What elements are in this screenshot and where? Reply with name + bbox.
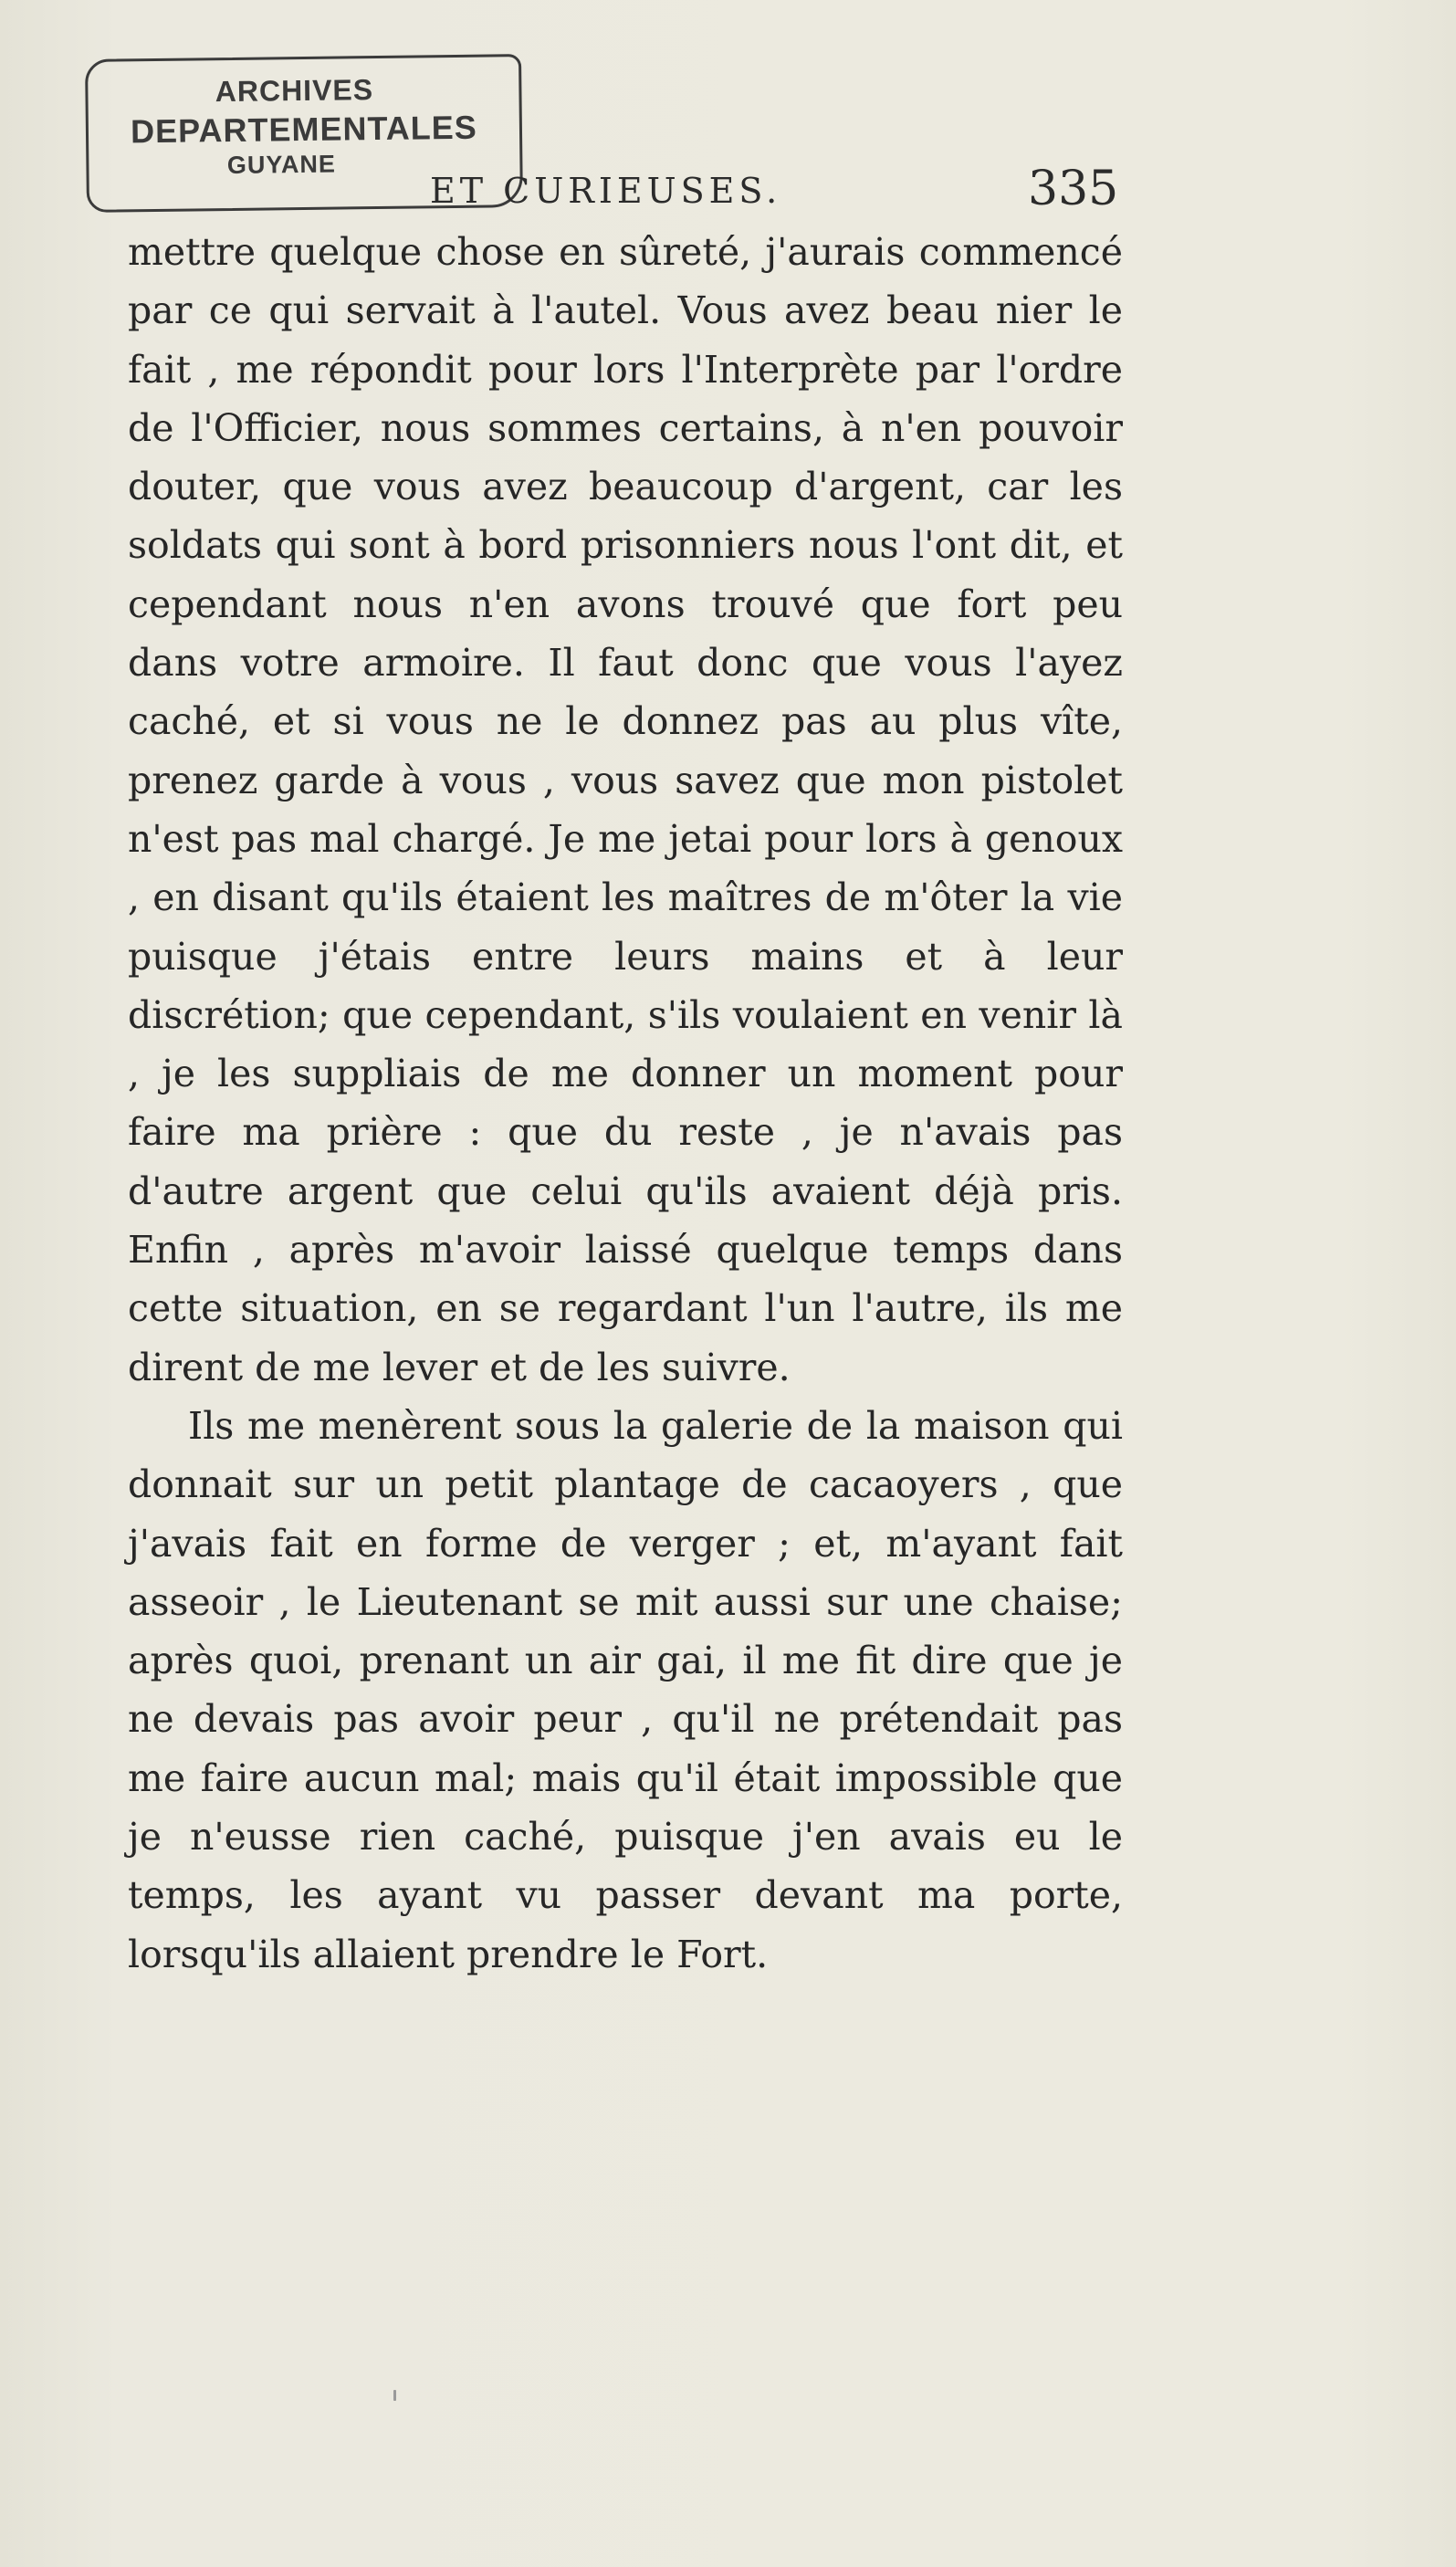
stamp-line-archives: ARCHIVES [215,73,374,109]
running-head: ET CURIEUSES. [430,171,782,211]
body-text [128,223,1123,1984]
stamp-line-guyane: GUYANE [226,150,337,180]
paragraph-galerie: Ils me menèrent sous la galerie de la maison qui donnait sur un petit plantage de cacaoyers , que j'avais fait en forme de verger ; et, m'ayant fait asseoir , le Lieutenant se mit aussi sur une chaise; après quoi, prenant un air gai, il me fit dire que je ne devais pas avoir peur , qu'il ne prétendait pas me faire aucun mal; mais qu'il était impossible que je n'eusse rien caché, puisque j'en avais eu le temps, les ayant vu passer devant ma porte, lorsqu'ils allaient prendre le Fort. [128,1403,1123,1976]
paragraph-continuation: mettre quelque chose en sûreté, j'aurais commencé par ce qui servait à l'autel. Vous avez beau nier le fait , me répondit pour lors l'Interprète par l'ordre de l'Officier, nous sommes certains, à n'en pouvoir douter, que vous avez beaucoup d'argent, car les soldats qui sont à bord prisonniers nous l'ont dit, et cependant nous n'en avons trouvé que fort peu dans votre armoire. Il faut donc que vous l'ayez caché, et si vous ne le donnez pas au plus vîte, prenez garde à vous , vous savez que mon pistolet n'est pas mal chargé. Je me jetai pour lors à genoux , en disant qu'ils étaient les maîtres de m'ôter la vie puisque j'étais entre leurs mains et à leur discrétion; que cependant, s'ils voulaient en venir là , je les suppliais de me donner un moment pour faire ma prière : que du reste , je n'avais pas d'autre argent que celui qu'ils avaient déjà pris. Enfin , après m'avoir laissé quelque temps dans cette situation, en se regardant l'un l'autre, ils me dirent de me lever et de les suivre. [128,230,1123,1389]
stamp-line-departementales: DEPARTEMENTALES [130,108,478,150]
ink-speck [393,2390,396,2401]
page-number: 335 [1028,162,1119,216]
